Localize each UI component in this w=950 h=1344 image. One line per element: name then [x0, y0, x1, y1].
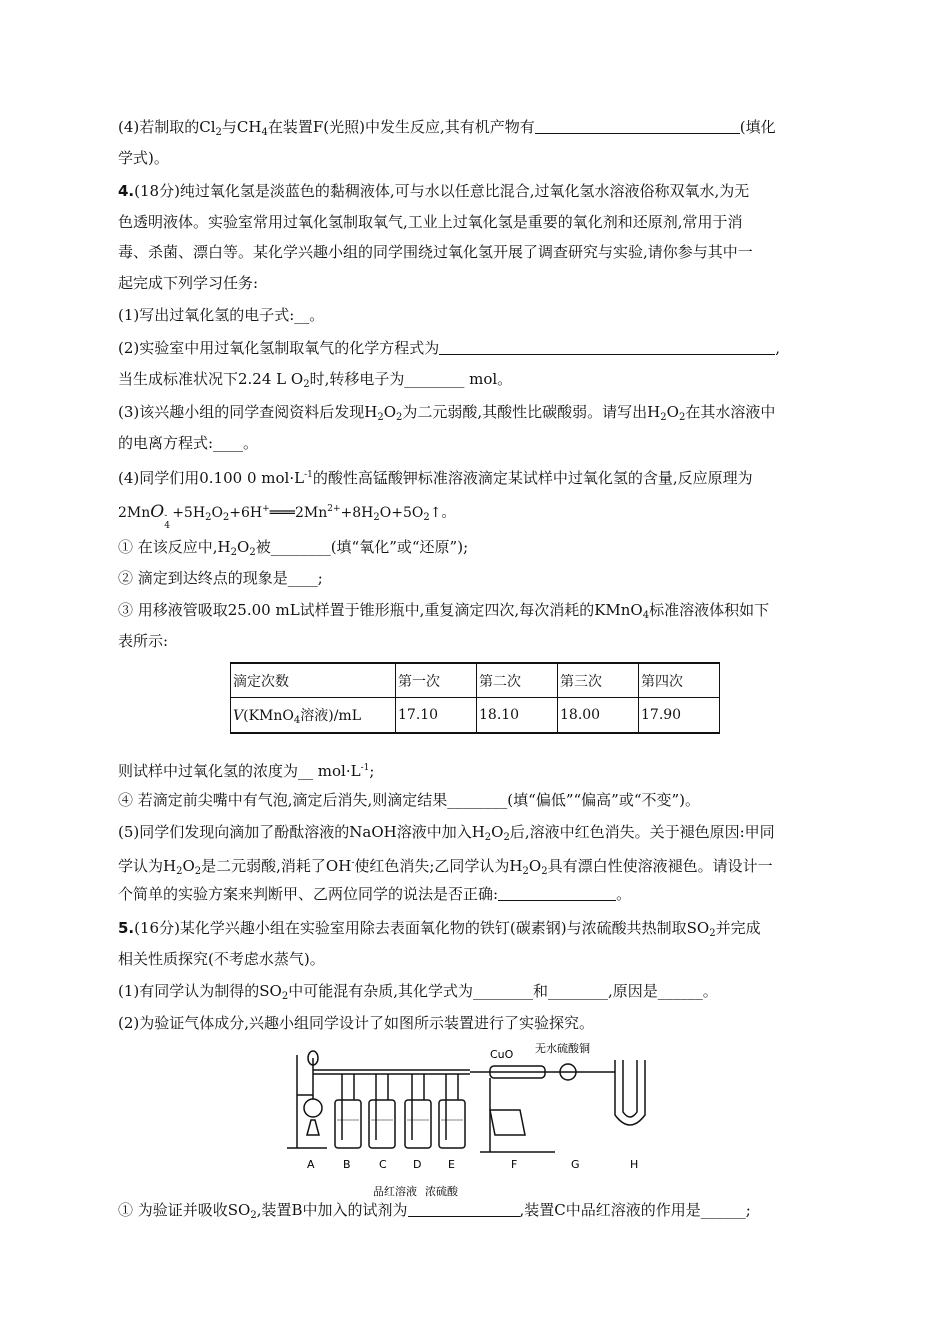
q4-part5-line2: 学认为$H_2O_2$是二元弱酸,消耗了OH-使红色消失;乙同学认为$H_2O_2$具有漂白性使溶液褪色。请设计一: [118, 857, 773, 877]
q4-part2-line2: 当生成标准状况下2.24 L $O_2$时,转移电子为________ mol。: [118, 370, 513, 390]
table-header-cell: 第一次: [396, 663, 477, 698]
q5-intro-line1: 5.(16分)某化学兴趣小组在实验室用除去表面氧化物的铁钉(碳素钢)与浓硫酸共热制取$SO_2$并完成: [118, 919, 761, 939]
q5-sub1: ① 为验证并吸收$SO_2$,装置B中加入的试剂为 ,装置C中品红溶液的作用是______;: [118, 1201, 751, 1221]
q5-part2: (2)为验证气体成分,兴趣小组同学设计了如图所示装置进行了实验探究。: [118, 1014, 595, 1032]
table-row-label: V(KMnO$_4$溶液)/mL: [231, 698, 396, 734]
answer-blank[interactable]: [439, 340, 775, 355]
table-cell: 17.10: [396, 698, 477, 734]
reaction-equation: 2MnO - 4 $+5H_2O_2+6H^+═══2Mn^{2+}+8H_2O+5O_2↑$。: [118, 502, 456, 531]
letter-f: F: [511, 1158, 518, 1171]
q4-part3-line2: 的电离方程式:____。: [118, 434, 259, 452]
q4-part3-line1: (3)该兴趣小组的同学查阅资料后发现$H_2O_2$为二元弱酸,其酸性比碳酸弱。请写出$H_2O_2$在其水溶液中: [118, 403, 776, 423]
letter-g: G: [571, 1158, 580, 1171]
q4-sub3-line2: 表所示:: [118, 632, 169, 650]
q4-intro-line2: 色透明液体。实验室常用过氧化氢制取氧气,工业上过氧化氢是重要的氧化剂和还原剂,常用于消: [118, 213, 743, 231]
label-h2so4: 浓硫酸: [425, 1185, 458, 1198]
table-cell: 17.90: [639, 698, 720, 734]
apparatus-letters: [307, 1158, 638, 1171]
table-cell: 18.00: [558, 698, 639, 734]
q5-intro-line2: 相关性质探究(不考虑水蒸气)。: [118, 950, 325, 968]
q3-part4-line1: (4)若制取的$Cl_2$与$CH_4$在装置F(光照)中发生反应,其有机产物有 (填化: [118, 118, 776, 138]
q3-part4-line2: 学式)。: [118, 149, 169, 167]
answer-blank[interactable]: [535, 119, 740, 134]
q4-intro-line4: 起完成下列学习任务:: [118, 274, 259, 292]
wash-bottles: [335, 1074, 465, 1148]
q4-sub3-line1: ③ 用移液管吸取25.00 mL试样置于锥形瓶中,重复滴定四次,每次消耗的KMnO$_4$标准溶液体积如下: [118, 601, 770, 621]
q4-sub1: ① 在该反应中$,H_2O_2$被________(填“氧化”或“还原”);: [118, 538, 469, 558]
label-cuo: CuO: [490, 1048, 514, 1061]
q4-intro-line1: 4.(18分)纯过氧化氢是淡蓝色的黏稠液体,可与水以任意比混合,过氧化氢水溶液俗称双氧水,为无: [118, 182, 750, 200]
letter-a: A: [307, 1158, 315, 1171]
titration-table: [230, 662, 720, 734]
answer-blank[interactable]: [408, 1202, 520, 1217]
q5-part1: (1)有同学认为制得的$SO_2$中可能混有杂质,其化学式为________和________,原因是______。: [118, 982, 718, 1002]
letter-c: C: [379, 1158, 387, 1171]
question-number: 4.: [118, 182, 135, 200]
q4-part4-line1: (4)同学们用0.100 0 $mol\cdot L^{-1}$的酸性高锰酸钾标准溶液滴定某试样中过氧化氢的含量,反应原理为: [118, 469, 753, 487]
table-row: [231, 698, 720, 734]
label-pinhong: 品红溶液: [373, 1185, 417, 1198]
answer-blank[interactable]: [498, 886, 616, 901]
letter-d: D: [413, 1158, 422, 1171]
q4-part5-line1: (5)同学们发现向滴加了酚酞溶液的NaOH溶液中加入$H_2O_2$后,溶液中红色消失。关于褪色原因:甲同: [118, 823, 775, 843]
q4-sub2: ② 滴定到达终点的现象是____;: [118, 569, 323, 587]
q4-part1: (1)写出过氧化氢的电子式:__。: [118, 306, 325, 324]
q4-part5-line3: 个简单的实验方案来判断甲、乙两位同学的说法是否正确: 。: [118, 885, 632, 903]
table-header-cell: 滴定次数: [231, 663, 396, 698]
letter-e: E: [448, 1158, 455, 1171]
q4-part2-line1: (2)实验室中用过氧化氢制取氧气的化学方程式为 ,: [118, 339, 781, 357]
table-header-cell: 第二次: [477, 663, 558, 698]
question-number: 5.: [118, 919, 135, 937]
q4-sub3-question: 则试样中过氧化氢的浓度为__ $mol\cdot L^{-1}$;: [118, 762, 375, 780]
table-header-cell: 第四次: [639, 663, 720, 698]
letter-h: H: [630, 1158, 639, 1171]
table-header-cell: 第三次: [558, 663, 639, 698]
q4-sub4: ④ 若滴定前尖嘴中有气泡,滴定后消失,则滴定结果________(填“偏低”“偏高”或“不变”)。: [118, 791, 701, 809]
q4-intro-line3: 毒、杀菌、漂白等。某化学兴趣小组的同学围绕过氧化氢开展了调查研究与实验,请你参与其中一: [118, 243, 753, 261]
label-cuso4: 无水硫酸铜: [535, 1042, 590, 1055]
table-header-row: [231, 663, 720, 698]
table-cell: 18.10: [477, 698, 558, 734]
letter-b: B: [343, 1158, 351, 1171]
apparatus-figure: [285, 1040, 670, 1200]
